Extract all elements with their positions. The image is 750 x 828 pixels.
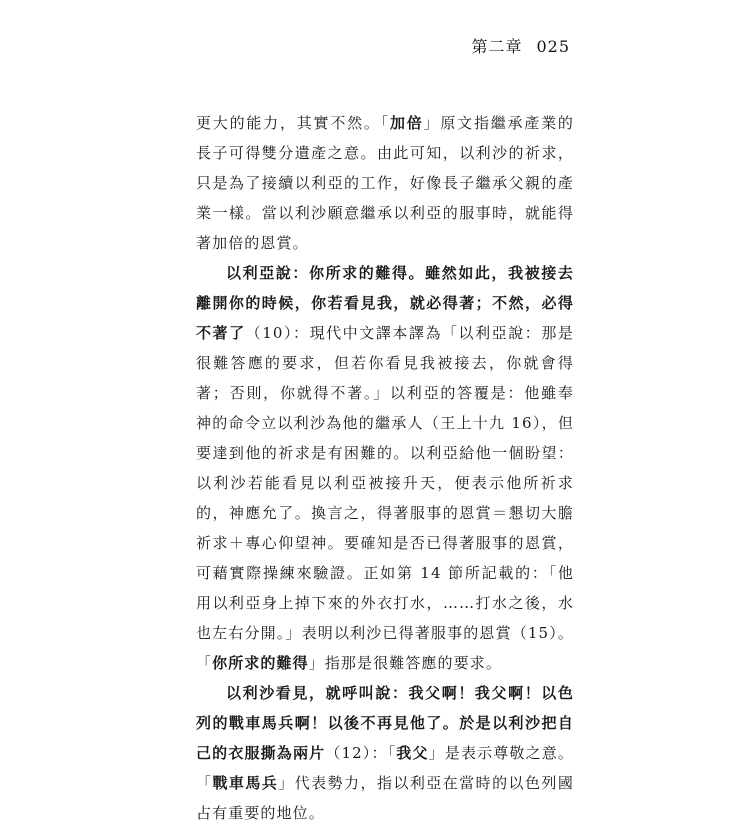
text-run: 」是表示尊敬之意。「 [196, 744, 575, 792]
text-run: （10）：現代中文譯本譯為「以利亞說：那是很難答應的要求，但若你看見我被接去，你就會得著；否則，你就得不著。」以利亞的答覆是：他雖奉神的命令立以利沙為他的繼承人（王上十九 16），但要達到他的祈求是有困難的。以利亞給他一個盼望：以利沙若能看見以利亞被接升天，便表示他所祈求的，神應允了。換言之，得著服事的恩賞＝懇切大膽祈求＋專心仰望神。要確知是否已得著服事的恩賞，可藉實際操練來驗證。正如第 14 節所記載的：「他用以利亞身上掉下來的外衣打水，……打水之後，水也左右分開。」表明以利沙已得著服事的恩賞（15）。「 [196, 324, 574, 672]
text-run: （12）：「 [325, 744, 397, 762]
bold-term: 你所求的難得 [212, 654, 309, 672]
running-header [471, 34, 570, 57]
page-number: 025 [536, 37, 570, 56]
text-run: 更大的能力，其實不然。「 [196, 114, 390, 132]
bold-verse: 以利亞說：你所求的難得。雖然如此，我被接去離開你的時候，你若看見我，就必得著；不然，必得不著了 [196, 264, 574, 342]
text-run: 」原文指繼承產業的長子可得雙分遺產之意。由此可知，以利沙的祈求，只是為了接續以利亞的工作，好像長子繼承父親的產業一樣。當以利沙願意繼承以利亞的服事時，就能得著加倍的恩賞。 [196, 114, 575, 252]
text-run: 」指那是很難答應的要求。 [308, 654, 502, 672]
paragraph-2 [196, 258, 574, 678]
paragraph-3 [196, 678, 574, 828]
bold-term: 戰車馬兵 [212, 774, 279, 792]
bold-term: 我父 [396, 744, 429, 762]
bold-verse: 以利沙看見，就呼叫說：我父啊！我父啊！以色列的戰車馬兵啊！以後不再見他了。於是以利沙把自己的衣服撕為兩片 [196, 684, 574, 762]
bold-term: 加倍 [390, 114, 424, 132]
paragraph-1 [196, 108, 574, 258]
body-text [196, 108, 574, 828]
chapter-title: 第二章 [471, 37, 523, 56]
text-run: 」代表勢力，指以利亞在當時的以色列國占有重要的地位。 [196, 774, 574, 822]
